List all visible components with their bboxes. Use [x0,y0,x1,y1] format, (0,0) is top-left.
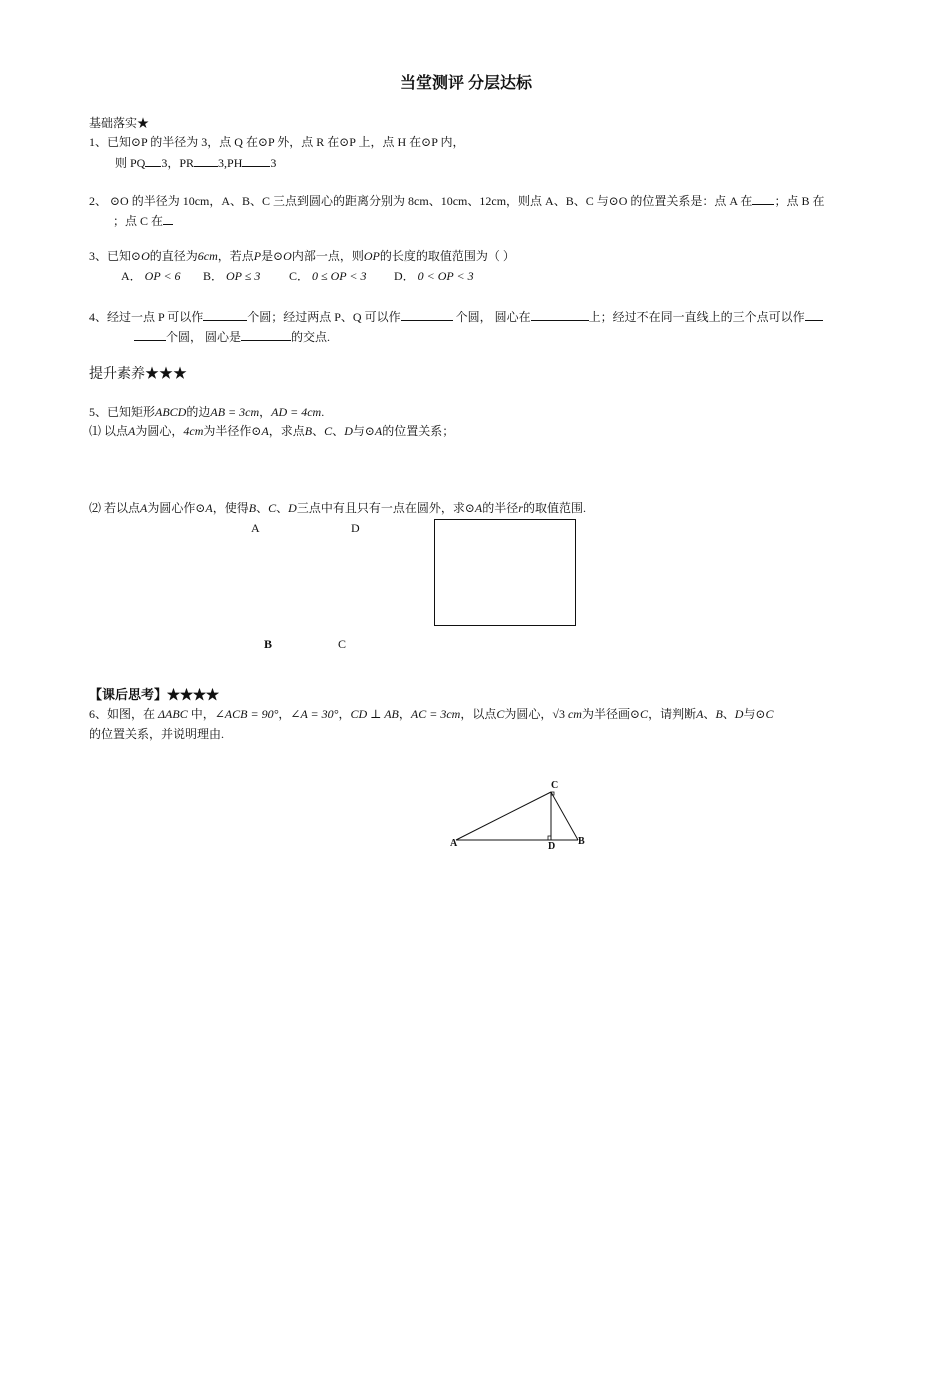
q5p2-t8: 的取值范围. [522,501,586,515]
q5-math-ab: AB = 3cm [210,405,260,419]
q6-s2: 、 [722,707,735,721]
q3-option-d-text: 0 < OP < 3 [417,269,474,283]
q6-m-c: C [496,707,505,721]
q6-s1: 、 [703,707,716,721]
q6-c2: ， [338,707,351,721]
q4-text-b: 个圆；经过两点 P、Q 可以作 [247,310,401,324]
q5p1-m7: A [374,424,383,438]
q4-text-f: 的交点. [291,330,331,344]
q6-m-ang2: ∠A = 30° [290,707,339,721]
q5p2-t4: 、 [256,501,269,515]
q6-m-ac: AC = 3cm [410,707,461,721]
q3-math-o2: O [283,249,292,263]
rect-label-a: A [251,521,260,535]
q3-option-b-text: OP ≤ 3 [226,269,261,283]
q5p1-m1: A [128,424,136,438]
q3-math-p: P [253,249,262,263]
q6-m-cm: cm [564,707,582,721]
q3-text-d: 是⊙ [261,249,284,263]
q6-m-tri: ΔABC [158,707,188,721]
q5p1-m5: C [324,424,333,438]
q6-m-c2: C [640,707,649,721]
triangle-side-bc [551,792,578,840]
q1-text-b: 3，PR [161,156,195,170]
q5-math-ad: AD = 4cm [271,405,322,419]
q5p2-t5: 、 [276,501,289,515]
q6-m-sqrt3: √3 [552,707,565,721]
q5p2-m4: C [268,501,277,515]
q3-text-b: 的直径为 [149,249,198,263]
q6-c1: ， [278,707,291,721]
rect-label-b: B [264,637,273,651]
q6-t6: ，请判断 [648,707,697,721]
q5p2-m7: r [518,501,523,515]
q5p1-t1: ⑴ 以点 [89,424,129,438]
q5p1-m4: B [304,424,313,438]
q5p2-m6: A [474,501,483,515]
rect-label-d: D [351,521,360,535]
section-basic-heading: 基础落实★ [89,116,150,130]
q1-line1: 1、已知⊙P 的半径为 3，点 Q 在⊙P 外，点 R 在⊙P 上，点 H 在⊙P 内， [89,135,465,149]
q5p1-m3: A [261,424,269,438]
q5p1-t8: 的位置关系； [382,424,455,438]
triangle-side-ac [456,792,551,840]
q4-text-e: 个圆， 圆心是 [166,330,242,344]
q5-end: . [321,405,325,419]
q5-math-abcd: ABCD [155,405,187,419]
q6-t3: ，以点 [460,707,497,721]
q2-text-b: ；点 B 在 [774,194,825,208]
q5p2-t6: 三点中有且只有一点在圆外，求⊙ [296,501,475,515]
q4-text-d: 上；经过不在同一直线上的三个点可以作 [588,310,805,324]
q6-m-ang1: ∠ACB = 90° [214,707,279,721]
q6-t1: 6、如图，在 [89,707,159,721]
q5-sep: ， [259,405,272,419]
rect-label-c: C [338,637,347,651]
q5p2-m1: A [140,501,148,515]
q1-text-c: 3,PH [218,156,243,170]
q5p2-t1: ⑵ 若以点 [89,501,141,515]
q3-option-b-label: B． [203,269,224,283]
q6-m-b: B [715,707,723,721]
q1-text-a: 则 PQ [115,156,146,170]
q5p1-t6: 、 [332,424,345,438]
q3-text-a: 3、已知⊙ [89,249,142,263]
q6-t4: 为圆心， [504,707,553,721]
q2-text-a: 2、 ⊙O 的半径为 10cm，A、B、C 三点到圆心的距离分别为 8cm、10cm、12cm，则点 A、B、C 与⊙O 的位置关系是：点 A 在 [89,194,753,208]
q3-text-e: 内部一点，则 [291,249,364,263]
q2-text-c: ；点 C 在 [113,214,164,228]
q5p2-m2: A [205,501,213,515]
section-think-heading: 【课后思考】★★★★ [89,687,220,702]
q5-text-a: 5、已知矩形 [89,405,156,419]
q5p1-m2: 4cm [183,424,204,438]
q3-option-c-label: C． [289,269,310,283]
q5p1-t4: ，求点 [268,424,305,438]
q5p2-t2: 为圆心作⊙ [147,501,206,515]
triangle-label-d: D [548,841,556,852]
q5p1-m6: D [344,424,353,438]
q6-c3: ， [398,707,411,721]
triangle-label-b: B [578,836,585,847]
q3-text-c: ，若点 [217,249,254,263]
q3-option-d-label: D． [394,269,415,283]
q3-text-f: 的长度的取值范围为（ ） [379,249,515,263]
triangle-label-a: A [450,838,458,849]
q3-math-o: O [141,249,150,263]
q3-math-op: OP [363,249,380,263]
triangle-label-c: C [551,780,559,791]
q3-math-diameter: 6cm [197,249,218,263]
q3-option-a-label: A． [121,269,142,283]
q5p1-t2: 为圆心， [135,424,184,438]
q6-m-c3: C [765,707,774,721]
page-title: 当堂测评 分层达标 [400,75,533,92]
q6-t7: 与⊙ [743,707,766,721]
q5p2-t7: 的半径 [482,501,519,515]
q6-line2: 的位置关系，并说明理由. [89,727,225,741]
q5p1-t3: 为半径作⊙ [203,424,262,438]
q1-text-d: 3 [270,156,277,170]
q5p1-t5: 、 [312,424,325,438]
q4-text-c: 个圆， 圆心在 [452,310,531,324]
q5p2-t3: ，使得 [212,501,249,515]
q6-m-d: D [734,707,744,721]
q3-option-a-text: OP < 6 [144,269,181,283]
q5p2-m5: D [288,501,297,515]
q5-text-b: 的边 [186,405,211,419]
section-improve-heading: 提升素养★★★ [89,367,187,382]
q4-text-a: 4、经过一点 P 可以作 [89,310,204,324]
q6-t5: 为半径画⊙ [581,707,641,721]
q5p2-m3: B [248,501,257,515]
q6-m-perp: CD ⊥ AB [350,707,399,721]
q5p1-t7: 与⊙ [352,424,375,438]
q3-option-c-text: 0 ≤ OP < 3 [312,269,367,283]
q6-m-a: A [696,707,704,721]
q6-t2: 中， [187,707,215,721]
